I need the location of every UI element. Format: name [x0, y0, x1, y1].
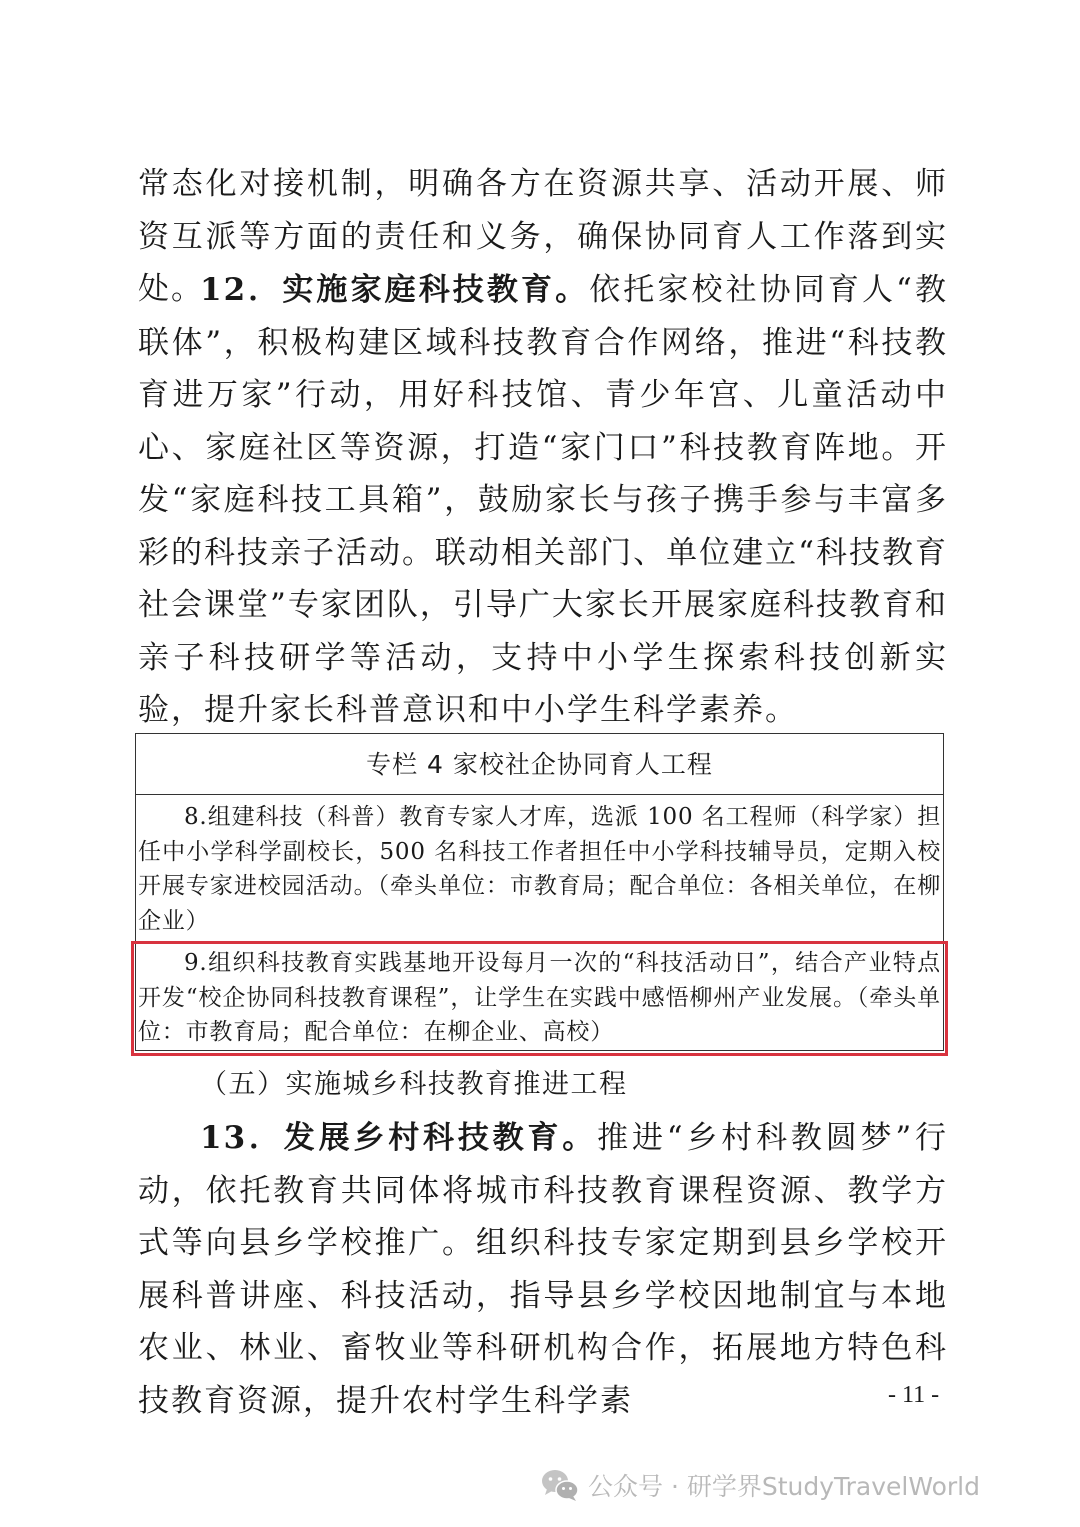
item-13-body: 推进“乡村科教圆梦”行动，依托教育共同体将城市科技教育课程资源、教学方式等向县乡学校推广。组织科技专家定期到县乡学校开展科普讲座、科技活动，指导县乡学校因地制宜与本地农业、林业、畜牧业等科研机构合作，拓展地方特色科技教育资源，提升农村学生科学素: [138, 1120, 949, 1419]
item-12-body: 依托家校社协同育人“教联体”，积极构建区域科技教育合作网络，推进“科技教育进万家”行动，用好科技馆、青少年宫、儿童活动中心、家庭社区等资源，打造“家门口”科技教育阵地。开发“家庭科技工具箱”，鼓励家长与孩子携手参与丰富多彩的科技亲子活动。联动相关部门、单位建立“科技教育社会课堂”专家团队，引导广大家长开展家庭科技教育和亲子科技研学等活动，支持中小学生探索科技创新实验，提升家长科普意识和中小学生科学素养。: [138, 272, 948, 728]
column-box-title: 专栏 4 家校社企协同育人工程: [136, 734, 943, 795]
section-5-heading: （五）实施城乡科技教育推进工程: [200, 1069, 628, 1100]
watermark: [540, 1460, 980, 1510]
column-item-8: 8.组建科技（科普）教育专家人才库，选派 100 名工程师（科学家）担任中小学科学副校长，500 名科技工作者担任中小学科技辅导员，定期入校开展专家进校园活动。（牵头单位：市教育局；配合单位：各相关单位，在柳企业）: [138, 804, 941, 934]
wechat-icon: [540, 1467, 580, 1503]
watermark-text: 公众号 · 研学界StudyTravelWorld: [588, 1472, 980, 1501]
item-12-paragraph: [138, 264, 948, 737]
page-number: - 11 -: [888, 1382, 940, 1408]
item-13-heading: 13．发展乡村科技教育。: [200, 1120, 598, 1156]
intro-paragraph: 常态化对接机制，明确各方在资源共享、活动开展、师资互派等方面的责任和义务，确保协同育人工作落到实处。: [138, 166, 948, 307]
item-12-heading: 12．实施家庭科技教育。: [200, 272, 590, 308]
highlight-frame: [131, 941, 948, 1056]
column-item-9: 9.组织科技教育实践基地开设每月一次的“科技活动日”，结合产业特点开发“校企协同科技教育课程”，让学生在实践中感悟柳州产业发展。（牵头单位：市教育局；配合单位：在柳企业、高校）: [138, 950, 941, 1045]
item-13-paragraph: [138, 1112, 948, 1427]
